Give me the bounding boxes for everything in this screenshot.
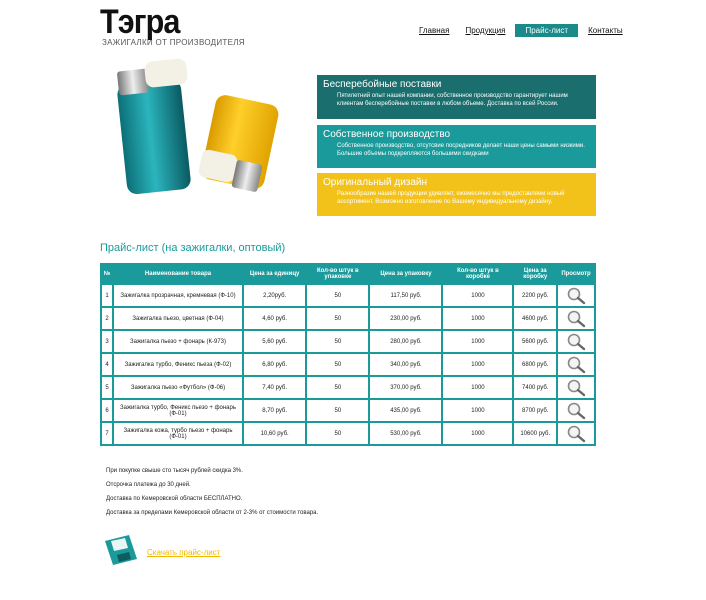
cell-pack-qty: 50 (306, 353, 369, 376)
cell-box-price: 5600 руб. (513, 330, 557, 353)
cell-box-qty: 1000 (442, 330, 513, 353)
cell-box-price: 2200 руб. (513, 284, 557, 307)
cell-unit-price: 10,60 руб. (243, 422, 306, 445)
cell-unit-price: 8,70 руб. (243, 399, 306, 422)
table-header-row (101, 264, 595, 284)
feature-text: Разнообразие нашей продукции удивляет, ежемесячно мы предоставляем новый ассортимент. Возможно изготовление по Вашему индивидуальному дизайну. (337, 191, 565, 205)
cell-box-price: 8700 руб. (513, 399, 557, 422)
col-name: Наименование товара (113, 264, 243, 284)
cell-number: 7 (101, 422, 113, 445)
cell-number: 5 (101, 376, 113, 399)
cell-view (557, 307, 595, 330)
cell-box-price: 6800 руб. (513, 353, 557, 376)
magnifier-icon[interactable] (566, 425, 586, 443)
cell-box-qty: 1000 (442, 399, 513, 422)
table-row (101, 330, 595, 353)
col-unit-price: Цена за единицу (243, 264, 306, 284)
cell-box-price: 4600 руб. (513, 307, 557, 330)
cell-box-qty: 1000 (442, 284, 513, 307)
hero-lighters-image (100, 52, 305, 202)
download-block (103, 533, 220, 572)
col-box-price: Цена за коробку (513, 264, 557, 284)
logo[interactable] (100, 4, 245, 47)
cell-number: 3 (101, 330, 113, 353)
feature-design (317, 173, 596, 216)
table-row (101, 399, 595, 422)
floppy-disk-icon[interactable] (103, 533, 139, 572)
main-nav (413, 24, 633, 37)
cell-pack-qty: 50 (306, 376, 369, 399)
nav-home[interactable]: Главная (419, 26, 450, 35)
feature-production (317, 125, 596, 168)
logo-title: Тэгра (100, 3, 180, 41)
table-row (101, 284, 595, 307)
col-number: № (101, 264, 113, 284)
feature-supply (317, 75, 596, 119)
note-deferral: Отсрочка платежа до 30 дней. (106, 482, 191, 488)
cell-name: Зажигалка турбо, Феникс пьезо + фонарь (Ф-01) (113, 399, 243, 422)
magnifier-icon[interactable] (566, 333, 586, 351)
col-box-qty: Кол-во штук в коробке (442, 264, 513, 284)
cell-unit-price: 2,20руб. (243, 284, 306, 307)
magnifier-icon[interactable] (566, 356, 586, 374)
cell-name: Зажигалка пьезо, цветная (Ф-04) (113, 307, 243, 330)
cell-pack-price: 280,00 руб. (369, 330, 442, 353)
cell-pack-qty: 50 (306, 307, 369, 330)
cell-unit-price: 6,80 руб. (243, 353, 306, 376)
cell-view (557, 330, 595, 353)
cell-box-price: 10600 руб. (513, 422, 557, 445)
note-discount: При покупке свыше сто тысяч рублей скидка 3%. (106, 468, 243, 474)
cell-name: Зажигалка пьезо «Футбол» (Ф-06) (113, 376, 243, 399)
cell-pack-price: 230,00 руб. (369, 307, 442, 330)
cell-pack-price: 370,00 руб. (369, 376, 442, 399)
cell-pack-price: 435,00 руб. (369, 399, 442, 422)
table-row (101, 422, 595, 445)
feature-text: Собственное производство, отсутсвие посредников делает наши цены самыми низкими. Большие объемы подкрепляются большими скидками (337, 143, 585, 157)
nav-price-list[interactable]: Прайс-лист (515, 24, 578, 37)
table-row (101, 307, 595, 330)
cell-box-qty: 1000 (442, 353, 513, 376)
cell-unit-price: 4,60 руб. (243, 307, 306, 330)
logo-subtitle: ЗАЖИГАЛКИ ОТ ПРОИЗВОДИТЕЛЯ (102, 38, 245, 47)
nav-products[interactable]: Продукция (465, 26, 506, 35)
cell-pack-qty: 50 (306, 330, 369, 353)
magnifier-icon[interactable] (566, 379, 586, 397)
nav-contacts[interactable]: Контакты (588, 26, 623, 35)
cell-box-qty: 1000 (442, 307, 513, 330)
cell-unit-price: 7,40 руб. (243, 376, 306, 399)
price-list-title: Прайс-лист (на зажигалки, оптовый) (100, 242, 286, 254)
cell-number: 6 (101, 399, 113, 422)
cell-pack-qty: 50 (306, 399, 369, 422)
cell-number: 4 (101, 353, 113, 376)
cell-box-qty: 1000 (442, 422, 513, 445)
col-pack-qty: Кол-во штук в упаковке (306, 264, 369, 284)
cell-view (557, 376, 595, 399)
cell-name: Зажигалка кожа, турбо пьезо + фонарь (Ф-01) (113, 422, 243, 445)
table-row (101, 353, 595, 376)
cell-pack-price: 340,00 руб. (369, 353, 442, 376)
cell-view (557, 422, 595, 445)
cell-name: Зажигалка пьезо + фонарь (К-973) (113, 330, 243, 353)
note-delivery-outside: Доставка за пределами Кемеровской области от 2-3% от стоимости товара. (106, 510, 319, 516)
feature-title: Собственное производство (323, 129, 451, 140)
magnifier-icon[interactable] (566, 310, 586, 328)
feature-title: Бесперебойные поставки (323, 79, 442, 90)
cell-box-qty: 1000 (442, 376, 513, 399)
cell-view (557, 399, 595, 422)
feature-title: Оригинальный дизайн (323, 177, 428, 188)
magnifier-icon[interactable] (566, 402, 586, 420)
note-free-delivery: Доставка по Кемеровской области БЕСПЛАТНО. (106, 496, 243, 502)
download-price-list-link[interactable]: Скачать прайс-лист (147, 548, 221, 557)
cell-view (557, 284, 595, 307)
cell-pack-qty: 50 (306, 284, 369, 307)
price-table (100, 263, 596, 446)
col-view: Просмотр (557, 264, 595, 284)
cell-unit-price: 5,60 руб. (243, 330, 306, 353)
cell-number: 2 (101, 307, 113, 330)
cell-name: Зажигалка турбо, Феникс пьеза (Ф-02) (113, 353, 243, 376)
terms-notes (106, 468, 318, 524)
col-pack-price: Цена за упаковку (369, 264, 442, 284)
feature-text: Пятилетний опыт нашей компании, собственное производство гарантирует нашим клиентам бесперебойные поставки в любом объеме. Доставка по всей России. (337, 93, 568, 107)
cell-box-price: 7400 руб. (513, 376, 557, 399)
lighters-illustration (100, 52, 305, 202)
magnifier-icon[interactable] (566, 287, 586, 305)
cell-name: Зажигалка прозрачная, кремневая (Ф-10) (113, 284, 243, 307)
cell-pack-qty: 50 (306, 422, 369, 445)
table-row (101, 376, 595, 399)
cell-number: 1 (101, 284, 113, 307)
cell-pack-price: 530,00 руб. (369, 422, 442, 445)
cell-view (557, 353, 595, 376)
cell-pack-price: 117,50 руб. (369, 284, 442, 307)
